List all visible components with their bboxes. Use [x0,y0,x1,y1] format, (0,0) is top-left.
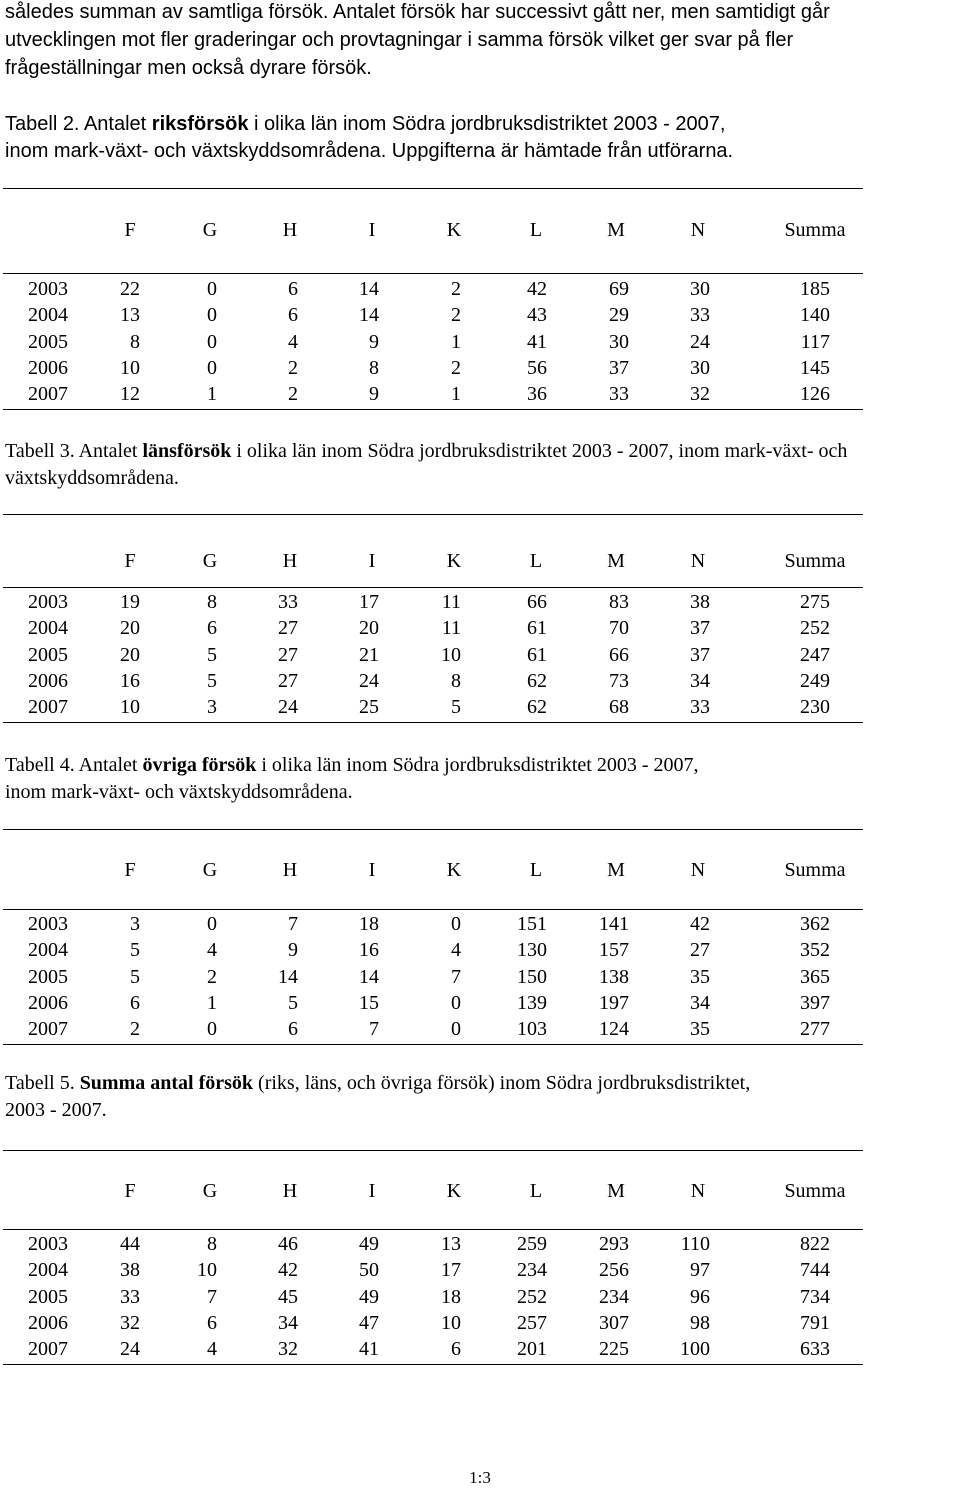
table-cell: 2 [207,965,217,988]
table-header-row [0,857,960,883]
table-cell: 2 [288,356,298,379]
table-header-row [0,548,960,574]
table-cell: 10 [441,643,461,666]
table-row [0,615,960,641]
caption-text: Tabell 5. [5,1072,80,1094]
table-row [0,1231,960,1257]
table-cell: 10 [120,356,140,379]
row-year: 2007 [28,1338,68,1361]
table-cell: 46 [278,1233,298,1255]
table-cell: 138 [599,965,629,988]
table-cell: 13 [441,1233,461,1255]
table-cell: 130 [517,939,547,962]
table-cell: 47 [359,1311,379,1334]
column-header: H [282,1180,298,1202]
column-header: L [529,1180,543,1202]
table-cell: 17 [359,591,379,613]
column-header: Summa [784,219,846,241]
table-cell: 2 [288,383,298,406]
table-cell: 69 [609,278,629,300]
row-year: 2005 [28,965,68,988]
table-cell: 11 [441,617,461,640]
row-sum: 633 [800,1338,830,1361]
table-cell: 16 [359,939,379,962]
row-sum: 744 [800,1259,830,1282]
column-header: M [607,859,625,881]
table-cell: 225 [599,1338,629,1361]
table-cell: 201 [517,1338,547,1361]
table-cell: 4 [451,939,461,962]
row-sum: 145 [800,356,830,379]
row-sum: 249 [800,669,830,692]
table-cell: 197 [599,991,629,1014]
row-year: 2004 [28,939,68,962]
table-cell: 38 [690,591,710,613]
table-row [0,990,960,1016]
table-bottom-rule [3,1364,863,1365]
column-header: H [282,859,298,881]
table-cell: 7 [369,1018,379,1041]
table-cell: 66 [609,643,629,666]
table-cell: 33 [120,1285,140,1308]
row-sum: 277 [800,1018,830,1041]
table-cell: 14 [359,304,379,327]
table-cell: 150 [517,965,547,988]
table-cell: 6 [288,278,298,300]
caption-bold: länsförsök [142,440,232,462]
table-cell: 1 [207,383,217,406]
table-cell: 32 [690,383,710,406]
row-year: 2003 [28,278,68,300]
table-cell: 17 [441,1259,461,1282]
table-cell: 14 [278,965,298,988]
table-cell: 20 [359,617,379,640]
table-cell: 8 [207,591,217,613]
table-cell: 24 [359,669,379,692]
table-cell: 20 [120,643,140,666]
table-cell: 3 [130,913,140,935]
table-cell: 61 [527,643,547,666]
table-row [0,1257,960,1283]
table-cell: 2 [130,1018,140,1041]
table-cell: 8 [130,330,140,353]
column-header: G [202,550,218,572]
caption-text: Tabell 2. Antalet [5,113,152,135]
table-cell: 22 [120,278,140,300]
table-cell: 35 [690,965,710,988]
table-cell: 2 [451,304,461,327]
caption-text: (riks, läns, och övriga försök) inom Södra jordbruksdistriktet, [253,1072,751,1094]
table-header-row [0,1178,960,1204]
table-cell: 33 [690,696,710,719]
table-cell: 234 [517,1259,547,1282]
column-header: N [690,550,706,572]
table-cell: 259 [517,1233,547,1255]
table-cell: 27 [690,939,710,962]
table-cell: 6 [288,1018,298,1041]
table-cell: 30 [609,330,629,353]
table-cell: 4 [207,939,217,962]
table-cell: 10 [441,1311,461,1334]
table-cell: 0 [207,913,217,935]
table-bottom-rule [3,722,863,723]
table-cell: 14 [359,965,379,988]
table-row [0,1016,960,1042]
row-sum: 247 [800,643,830,666]
column-header: I [368,1180,376,1202]
table-cell: 35 [690,1018,710,1041]
column-header: L [529,219,543,241]
column-header: K [446,219,462,241]
table-cell: 257 [517,1311,547,1334]
table-cell: 293 [599,1233,629,1255]
caption-text: Tabell 4. Antalet [5,754,143,776]
row-sum: 362 [800,913,830,935]
table-cell: 6 [207,617,217,640]
column-header: F [124,219,136,241]
table-cell: 70 [609,617,629,640]
table-cell: 68 [609,696,629,719]
table-cell: 25 [359,696,379,719]
table-cell: 2 [451,278,461,300]
table-cell: 62 [527,696,547,719]
column-header: K [446,859,462,881]
table-cell: 33 [609,383,629,406]
table-cell: 49 [359,1285,379,1308]
row-sum: 352 [800,939,830,962]
table-top-rule [3,514,863,515]
table-row [0,329,960,355]
table-row [0,355,960,381]
table-row [0,668,960,694]
row-sum: 117 [800,330,830,353]
table-cell: 0 [207,304,217,327]
table-cell: 4 [207,1338,217,1361]
table-cell: 50 [359,1259,379,1282]
table-caption-5 [5,1070,955,1124]
row-sum: 734 [800,1285,830,1308]
row-year: 2006 [28,1311,68,1334]
row-sum: 791 [800,1311,830,1334]
column-header: L [529,859,543,881]
table-cell: 34 [690,991,710,1014]
table-cell: 252 [517,1285,547,1308]
table-cell: 12 [120,383,140,406]
column-header: F [124,1180,136,1202]
table-cell: 5 [451,696,461,719]
table-cell: 42 [527,278,547,300]
table-cell: 24 [278,696,298,719]
table-cell: 0 [207,278,217,300]
column-header: M [607,550,625,572]
table-row [0,1336,960,1362]
table-cell: 32 [120,1311,140,1334]
row-year: 2003 [28,591,68,613]
table-cell: 0 [451,913,461,935]
table-header-rule [3,1229,863,1230]
row-sum: 365 [800,965,830,988]
table-cell: 5 [207,669,217,692]
row-year: 2005 [28,643,68,666]
row-year: 2007 [28,383,68,406]
table-caption-2 [5,111,955,165]
table-cell: 10 [120,696,140,719]
table-cell: 4 [288,330,298,353]
table-cell: 73 [609,669,629,692]
table-cell: 0 [451,1018,461,1041]
table-cell: 6 [130,991,140,1014]
column-header: H [282,550,298,572]
row-sum: 275 [800,591,830,613]
table-cell: 27 [278,669,298,692]
row-year: 2006 [28,669,68,692]
table-cell: 98 [690,1311,710,1334]
row-sum: 185 [800,278,830,300]
column-header: K [446,1180,462,1202]
table-cell: 56 [527,356,547,379]
caption-text: i olika län inom Södra jordbruksdistriktet 2003 - 2007, [248,113,726,135]
table-cell: 307 [599,1311,629,1334]
table-cell: 256 [599,1259,629,1282]
table-cell: 103 [517,1018,547,1041]
table-cell: 20 [120,617,140,640]
table-cell: 100 [680,1338,710,1361]
column-header: I [368,219,376,241]
table-cell: 151 [517,913,547,935]
table-cell: 9 [369,383,379,406]
table-cell: 11 [441,591,461,613]
row-year: 2004 [28,304,68,327]
table-cell: 0 [207,330,217,353]
table-cell: 234 [599,1285,629,1308]
row-year: 2005 [28,1285,68,1308]
caption-text: inom mark-växt- och växtskyddsområdena. Uppgifterna är hämtade från utförarna. [5,140,734,162]
table-cell: 27 [278,643,298,666]
table-cell: 32 [278,1338,298,1361]
column-header: G [202,1180,218,1202]
table-cell: 24 [120,1338,140,1361]
column-header: I [368,859,376,881]
table-cell: 42 [690,913,710,935]
caption-bold: Summa antal försök [79,1072,254,1094]
table-cell: 29 [609,304,629,327]
table-cell: 34 [278,1311,298,1334]
column-header: G [202,219,218,241]
row-sum: 822 [800,1233,830,1255]
caption-text: i olika län inom Södra jordbruksdistriktet 2003 - 2007, [256,754,699,776]
table-cell: 6 [451,1338,461,1361]
table-row [0,302,960,328]
table-cell: 124 [599,1018,629,1041]
column-header: Summa [784,1180,846,1202]
column-header: F [124,859,136,881]
table-cell: 5 [207,643,217,666]
table-cell: 14 [359,278,379,300]
table-cell: 2 [451,356,461,379]
table-cell: 1 [451,330,461,353]
table-cell: 27 [278,617,298,640]
table-cell: 34 [690,669,710,692]
row-year: 2006 [28,356,68,379]
table-cell: 41 [527,330,547,353]
table-cell: 43 [527,304,547,327]
caption-text: inom mark-växt- och växtskyddsområdena. [5,781,353,803]
table-row [0,1310,960,1336]
table-cell: 1 [207,991,217,1014]
table-cell: 7 [207,1285,217,1308]
table-row [0,589,960,615]
table-cell: 7 [451,965,461,988]
row-year: 2003 [28,913,68,935]
table-cell: 5 [130,965,140,988]
table-cell: 30 [690,356,710,379]
table-cell: 8 [451,669,461,692]
row-sum: 397 [800,991,830,1014]
table-cell: 10 [197,1259,217,1282]
table-cell: 3 [207,696,217,719]
caption-text: 2003 - 2007. [5,1099,107,1121]
row-year: 2004 [28,617,68,640]
row-year: 2004 [28,1259,68,1282]
table-cell: 13 [120,304,140,327]
table-cell: 141 [599,913,629,935]
column-header: F [124,550,136,572]
table-cell: 37 [690,617,710,640]
table-cell: 42 [278,1259,298,1282]
table-cell: 41 [359,1338,379,1361]
table-top-rule [3,1150,863,1151]
table-cell: 0 [207,1018,217,1041]
column-header: M [607,1180,625,1202]
table-cell: 37 [609,356,629,379]
table-cell: 5 [130,939,140,962]
intro-paragraph [5,0,955,82]
table-caption-4 [5,752,955,806]
column-header: K [446,550,462,572]
column-header: Summa [784,550,846,572]
table-cell: 62 [527,669,547,692]
column-header: N [690,859,706,881]
table-bottom-rule [3,1044,863,1045]
table-cell: 66 [527,591,547,613]
table-cell: 8 [207,1233,217,1255]
caption-text: i olika län inom Södra jordbruksdistriktet 2003 - 2007, inom mark-växt- och [231,440,848,462]
intro-line: frågeställningar men också dyrare försök. [5,57,372,79]
table-cell: 30 [690,278,710,300]
table-cell: 49 [359,1233,379,1255]
row-year: 2003 [28,1233,68,1255]
caption-bold: övriga försök [142,754,257,776]
caption-bold: riksförsök [151,113,249,135]
column-header: N [690,1180,706,1202]
table-cell: 18 [359,913,379,935]
caption-text: växtskyddsområdena. [5,467,179,489]
caption-text: Tabell 3. Antalet [5,440,143,462]
table-cell: 38 [120,1259,140,1282]
table-row [0,1284,960,1310]
table-cell: 18 [441,1285,461,1308]
table-row [0,694,960,720]
column-header: H [282,219,298,241]
table-row [0,964,960,990]
table-cell: 61 [527,617,547,640]
table-row [0,642,960,668]
column-header: M [607,219,625,241]
row-sum: 140 [800,304,830,327]
page-number: 1:3 [469,1468,491,1487]
row-sum: 230 [800,696,830,719]
column-header: N [690,219,706,241]
table-cell: 8 [369,356,379,379]
table-cell: 16 [120,669,140,692]
table-cell: 5 [288,991,298,1014]
row-year: 2007 [28,1018,68,1041]
column-header: L [529,550,543,572]
table-cell: 19 [120,591,140,613]
table-row [0,937,960,963]
row-year: 2007 [28,696,68,719]
table-row [0,911,960,937]
table-cell: 1 [451,383,461,406]
intro-line: således summan av samtliga försök. Antalet försök har successivt gått ner, men samtidigt går [5,1,830,23]
table-cell: 33 [690,304,710,327]
table-top-rule [3,188,863,189]
table-cell: 0 [207,356,217,379]
table-bottom-rule [3,409,863,410]
row-sum: 252 [800,617,830,640]
table-cell: 83 [609,591,629,613]
table-header-rule [3,273,863,274]
row-sum: 126 [800,383,830,406]
table-cell: 6 [288,304,298,327]
table-cell: 21 [359,643,379,666]
table-cell: 37 [690,643,710,666]
table-cell: 9 [288,939,298,962]
table-cell: 96 [690,1285,710,1308]
table-cell: 9 [369,330,379,353]
table-header-rule [3,909,863,910]
row-year: 2005 [28,330,68,353]
table-cell: 139 [517,991,547,1014]
table-cell: 44 [120,1233,140,1255]
table-caption-3 [5,438,955,492]
table-header-row [0,217,960,243]
row-year: 2006 [28,991,68,1014]
column-header: G [202,859,218,881]
column-header: Summa [784,859,846,881]
table-row [0,381,960,407]
table-cell: 7 [288,913,298,935]
table-row [0,276,960,302]
table-cell: 110 [680,1233,710,1255]
table-cell: 24 [690,330,710,353]
column-header: I [368,550,376,572]
table-cell: 157 [599,939,629,962]
table-top-rule [3,829,863,830]
table-cell: 6 [207,1311,217,1334]
table-cell: 15 [359,991,379,1014]
table-cell: 97 [690,1259,710,1282]
intro-line: utvecklingen mot fler graderingar och provtagningar i samma försök vilket ger svar på fler [5,29,794,51]
table-cell: 36 [527,383,547,406]
table-cell: 33 [278,591,298,613]
table-cell: 0 [451,991,461,1014]
table-cell: 45 [278,1285,298,1308]
table-header-rule [3,587,863,588]
